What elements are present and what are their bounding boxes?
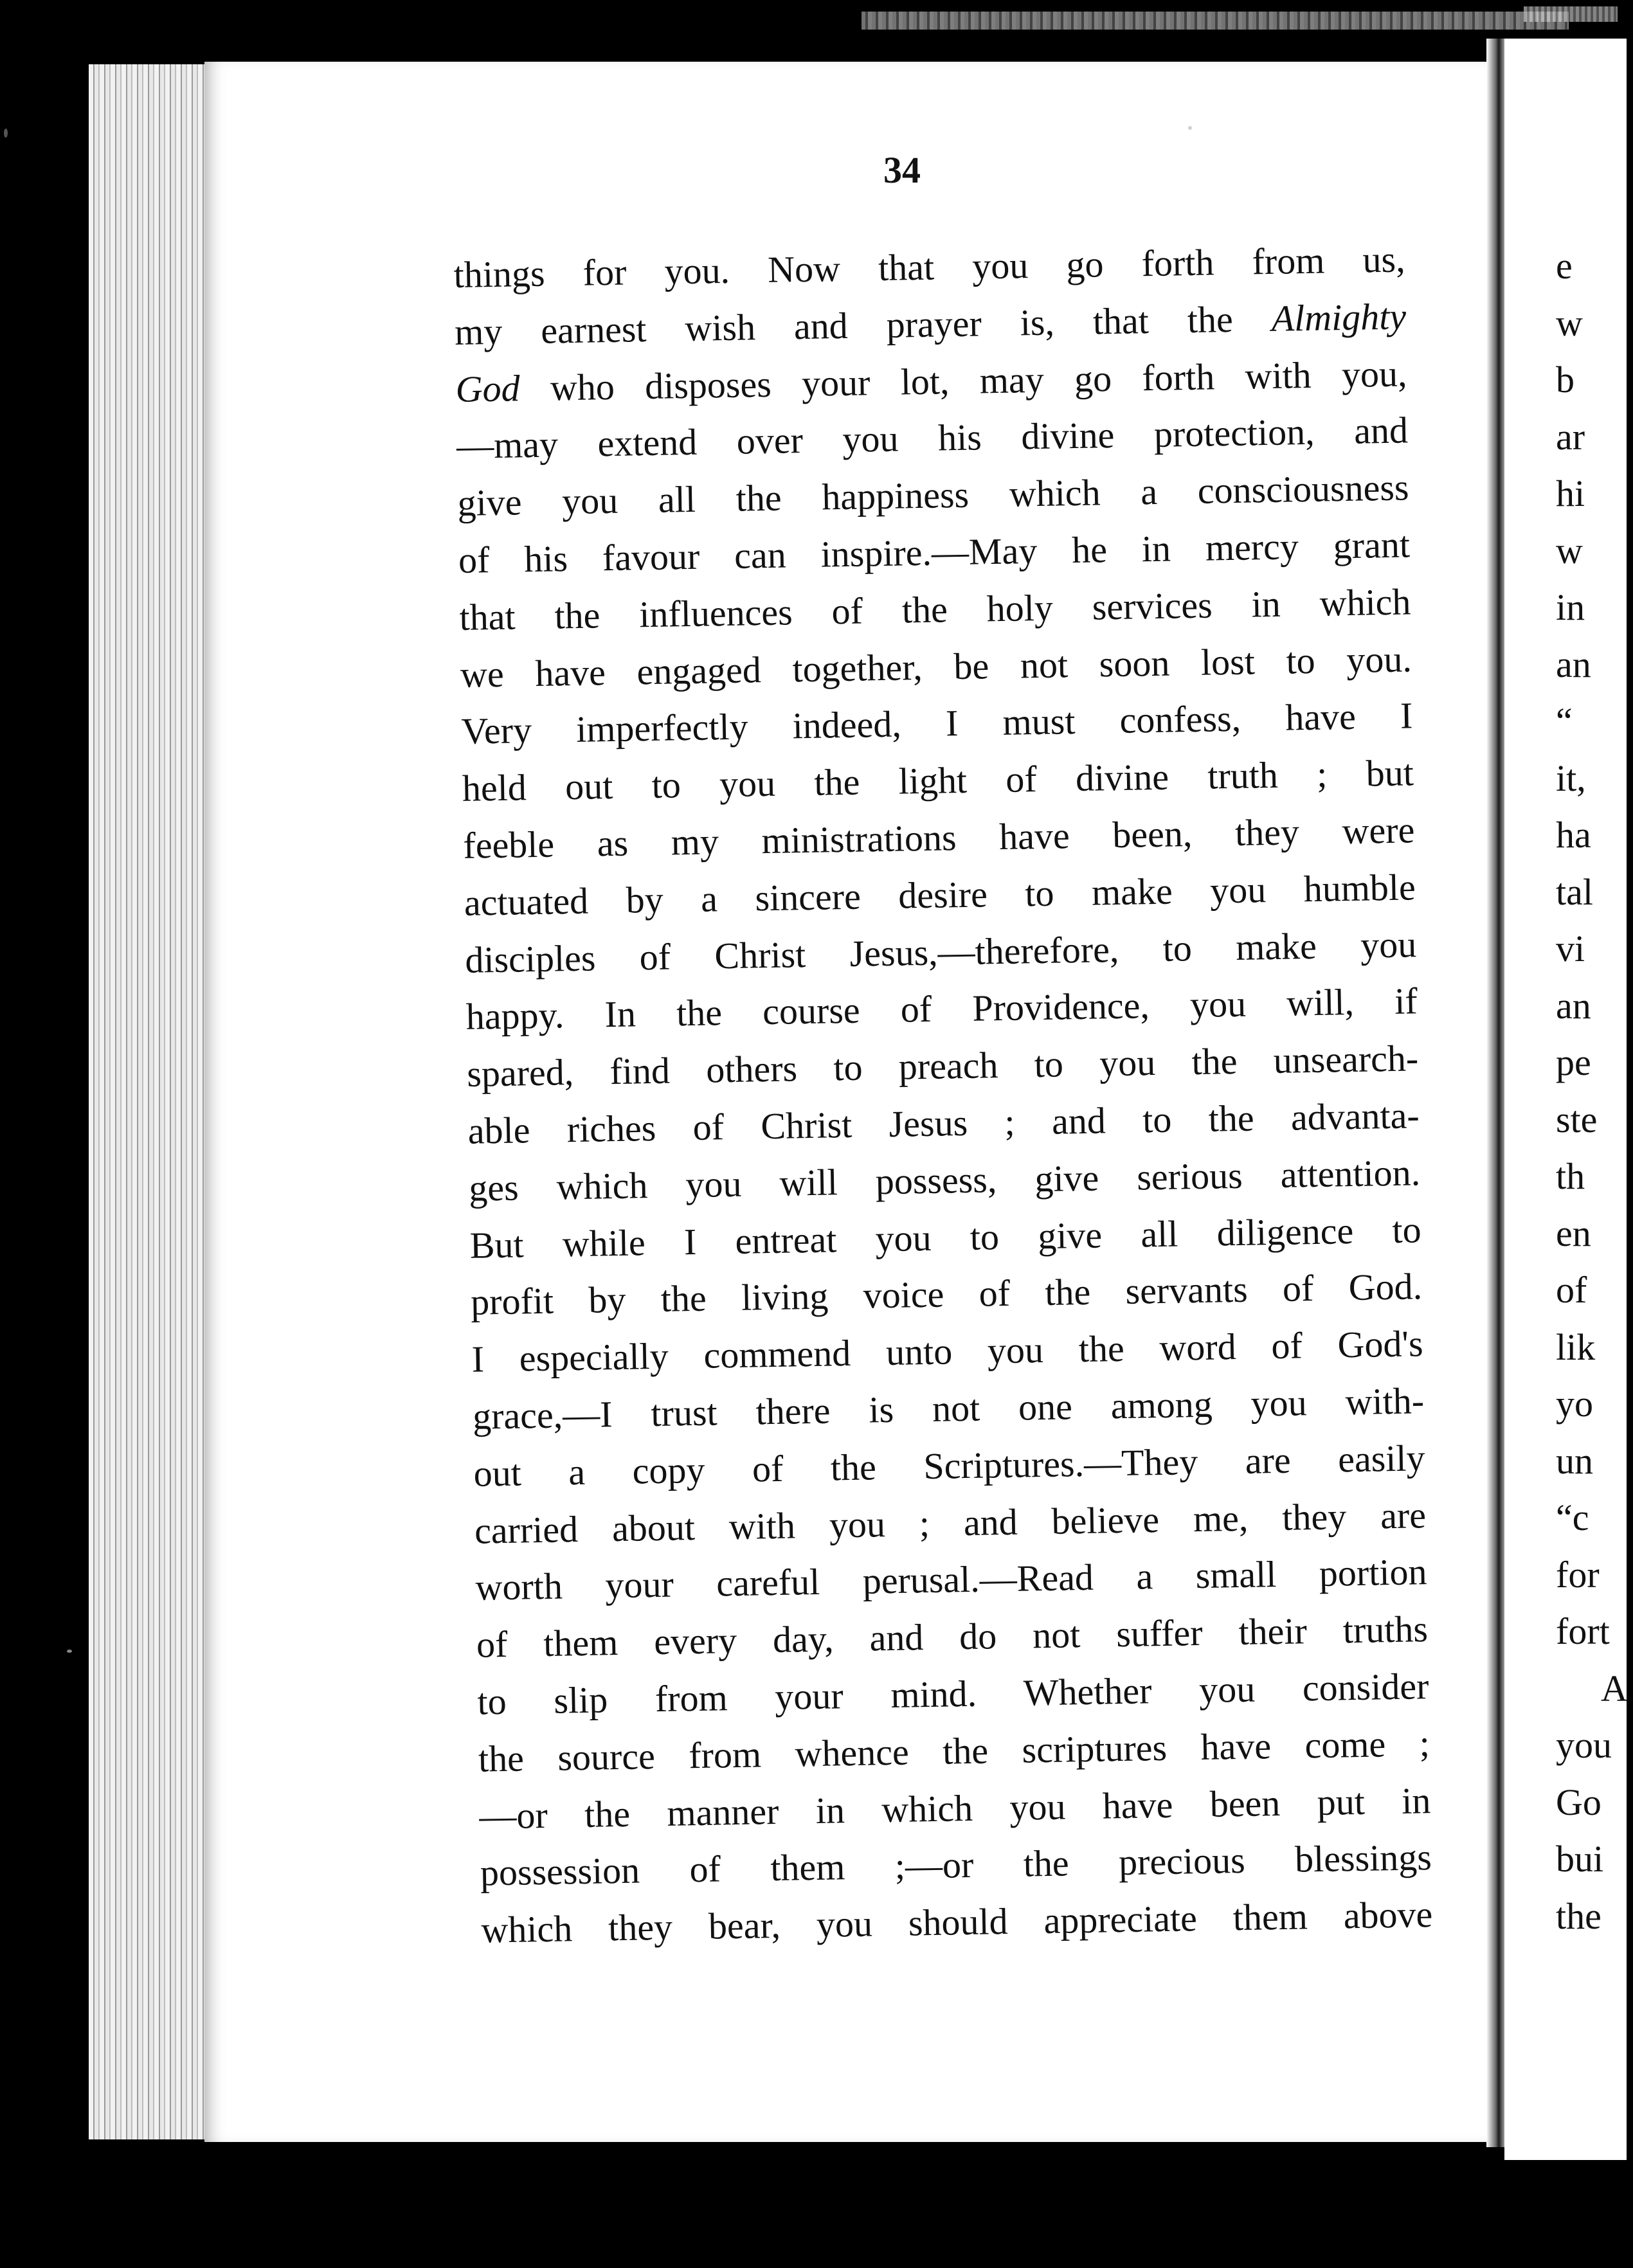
text-run: disciples of Christ Jesus,—therefore, to make you — [464, 923, 1417, 981]
text-run: happy. In the course of Providence, you will, if — [465, 980, 1418, 1038]
text-run: that the influences of the holy services in which — [459, 580, 1411, 638]
text-run: which they bear, you should appreciate them above — [480, 1893, 1433, 1951]
facing-text-fragment: lik — [1556, 1326, 1596, 1368]
facing-text-fragment: bui — [1556, 1838, 1604, 1880]
text-run: ges which you will possess, give serious attention. — [468, 1151, 1421, 1209]
text-run: held out to you the light of divine truth ; but — [462, 752, 1414, 810]
facing-text-fragment: you — [1556, 1724, 1612, 1766]
facing-text-fragment: for — [1556, 1553, 1600, 1596]
facing-text-fragment: un — [1556, 1439, 1593, 1482]
text-run: things for you. Now that you go forth from us, — [453, 238, 1406, 296]
text-run: the source from whence the scriptures have come ; — [478, 1722, 1430, 1780]
facing-text-fragment: it, — [1556, 757, 1586, 799]
text-run: possession of them ;—or the precious blessings — [480, 1836, 1432, 1894]
text-run: of his favour can inspire.—May he in mercy grant — [458, 523, 1411, 581]
text-run: —may extend over you his divine protection, and — [456, 409, 1409, 467]
text-run: out a copy of the Scriptures.—They are easily — [473, 1436, 1425, 1495]
text-run: But while I entreat you to give all diligence to — [469, 1208, 1422, 1266]
text-run: —or the manner in which you have been put in — [478, 1779, 1431, 1837]
text-run: of them every day, and do not suffer their truths — [476, 1608, 1429, 1666]
italic-emphasis: God — [455, 366, 521, 410]
facing-text-fragment: pe — [1556, 1041, 1591, 1083]
text-run: give you all the happiness which a consciousness — [457, 466, 1409, 525]
facing-text-fragment: “ — [1556, 700, 1573, 742]
text-run: able riches of Christ Jesus ; and to the advanta- — [467, 1094, 1420, 1152]
facing-text-fragment: hi — [1556, 473, 1585, 514]
paper-speck — [1188, 126, 1192, 130]
text-run: my earnest wish and prayer is, that the — [454, 297, 1272, 353]
facing-text-fragment: of — [1556, 1269, 1587, 1311]
text-run: carried about with you ; and believe me, they are — [474, 1493, 1427, 1552]
facing-text-fragment: w — [1556, 529, 1583, 572]
text-run: profit by the living voice of the servants of God. — [470, 1265, 1423, 1324]
facing-text-fragment: ar — [1556, 415, 1585, 458]
facing-text-fragment: in — [1556, 586, 1585, 628]
page-fore-edges — [89, 64, 217, 2139]
facing-text-fragment: an — [1556, 643, 1591, 685]
text-run: we have engaged together, be not soon lost to you. — [460, 637, 1412, 696]
text-run: to slip from your mind. Whether you consider — [476, 1665, 1429, 1723]
text-run: grace,—I trust there is not one among you with- — [472, 1380, 1425, 1437]
facing-text-fragment: th — [1556, 1155, 1585, 1197]
facing-text-fragment: w — [1556, 302, 1583, 344]
facing-text-fragment: fort — [1556, 1610, 1610, 1652]
facing-text-fragment: ha — [1556, 814, 1591, 856]
text-run: I especially commend unto you the word of God's — [471, 1322, 1424, 1380]
binding-strip — [862, 12, 1569, 30]
facing-text-fragment: an — [1556, 984, 1591, 1027]
facing-text-fragment: e — [1556, 245, 1573, 287]
facing-text-fragment: Go — [1556, 1781, 1601, 1823]
text-run: who disposes your lot, may go forth with you, — [519, 352, 1408, 409]
facing-text-fragment: the — [1556, 1895, 1601, 1937]
text-run: spared, find others to preach to you the unsearch- — [466, 1037, 1419, 1095]
page-number: 34 — [883, 149, 921, 191]
facing-text-fragment: tal — [1556, 870, 1593, 913]
text-run: actuated by a sincere desire to make you humble — [464, 866, 1416, 924]
italic-emphasis: Almighty — [1271, 295, 1407, 339]
text-run: feeble as my ministrations have been, they were — [462, 809, 1415, 867]
text-run: worth your careful perusal.—Read a small portion — [475, 1551, 1427, 1609]
facing-text-fragment: b — [1556, 359, 1574, 401]
binding-strip-right — [1524, 6, 1618, 22]
facing-text-fragment: “c — [1556, 1497, 1589, 1538]
body-text — [453, 231, 1433, 1959]
facing-page-text — [1556, 238, 1633, 1945]
paper-speck — [67, 1650, 72, 1653]
facing-text-fragment: en — [1556, 1212, 1591, 1254]
facing-text-fragment: yo — [1556, 1383, 1593, 1425]
text-run: Very imperfectly indeed, I must confess, have I — [460, 694, 1413, 753]
paper-speck — [4, 129, 8, 138]
facing-text-fragment: ste — [1556, 1098, 1598, 1140]
facing-text-fragment: vi — [1556, 928, 1585, 969]
facing-text-fragment: A — [1601, 1667, 1628, 1709]
